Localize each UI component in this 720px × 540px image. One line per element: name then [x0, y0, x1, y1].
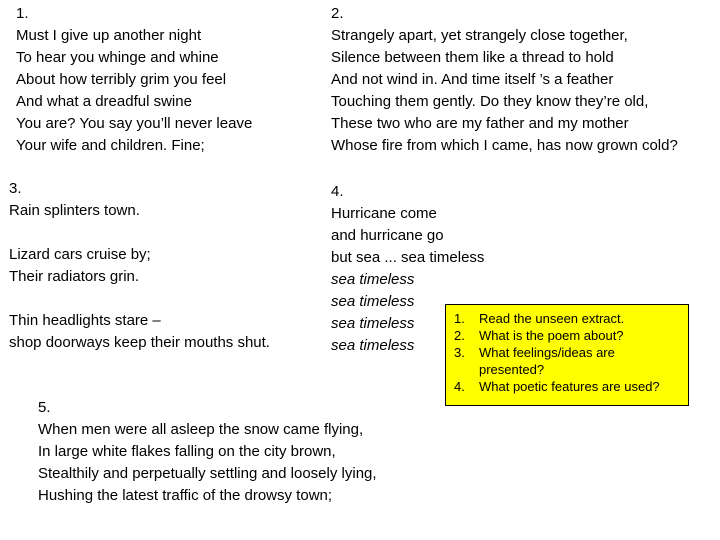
poem-line: Stealthily and perpetually settling and loosely lying, [38, 465, 377, 482]
poem-line: and hurricane go [331, 227, 444, 244]
poem-line: Lizard cars cruise by; [9, 246, 151, 263]
poem-line: Touching them gently. Do they know they’re old, [331, 93, 649, 110]
question-text: Read the unseen extract. [479, 311, 625, 326]
poem-line: Thin headlights stare – [9, 312, 161, 329]
poem-number: 5. [38, 399, 51, 416]
question-number: 1. [454, 311, 465, 326]
poem-line: And not wind in. And time itself ’s a feather [331, 71, 614, 88]
poem-line-italic: sea timeless [331, 337, 415, 354]
poem-line: And what a dreadful swine [16, 93, 192, 110]
poem-line: To hear you whinge and whine [16, 49, 219, 66]
poem-line: Must I give up another night [16, 27, 202, 44]
poem-line: but sea ... sea timeless [331, 249, 485, 266]
poem-line: Silence between them like a thread to hold [331, 49, 614, 66]
poem-line: These two who are my father and my mother [331, 115, 629, 132]
stanza-gap [9, 222, 270, 244]
question-item [452, 378, 682, 395]
poem-line-italic: sea timeless [331, 315, 415, 332]
poem-extract-2 [331, 3, 678, 157]
poem-line-italic: sea timeless [331, 293, 415, 310]
poem-line: When men were all asleep the snow came flying, [38, 421, 364, 438]
poem-line: In large white flakes falling on the city brown, [38, 443, 336, 460]
question-item [452, 327, 682, 344]
poem-line: Whose fire from which I came, has now grown cold? [331, 137, 678, 154]
poem-line: Their radiators grin. [9, 268, 140, 285]
poem-number: 1. [16, 5, 29, 22]
poem-number: 2. [331, 5, 344, 22]
questions-box [445, 304, 689, 406]
poem-line: Rain splinters town. [9, 202, 140, 219]
poem-line: Hushing the latest traffic of the drowsy town; [38, 487, 333, 504]
question-number: 3. [454, 345, 465, 360]
poem-number: 4. [331, 183, 344, 200]
poem-number: 3. [9, 180, 22, 197]
poem-line: Hurricane come [331, 205, 437, 222]
poem-line: About how terribly grim you feel [16, 71, 227, 88]
poem-extract-3 [9, 178, 270, 354]
poem-line: shop doorways keep their mouths shut. [9, 334, 270, 351]
poem-extract-5 [38, 397, 377, 507]
stanza-gap [9, 288, 270, 310]
poem-extract-1 [16, 3, 252, 157]
question-number: 2. [454, 328, 465, 343]
poem-line-italic: sea timeless [331, 271, 415, 288]
poem-line: You are? You say you’ll never leave [16, 115, 253, 132]
question-item [452, 344, 682, 378]
poem-line: Strangely apart, yet strangely close together, [331, 27, 628, 44]
question-number: 4. [454, 379, 465, 394]
question-text: What poetic features are used? [479, 379, 660, 394]
question-text: What feelings/ideas are presented? [479, 345, 615, 377]
question-item [452, 310, 682, 327]
question-text: What is the poem about? [479, 328, 624, 343]
questions-list [452, 310, 682, 395]
poem-line: Your wife and children. Fine; [16, 137, 205, 154]
